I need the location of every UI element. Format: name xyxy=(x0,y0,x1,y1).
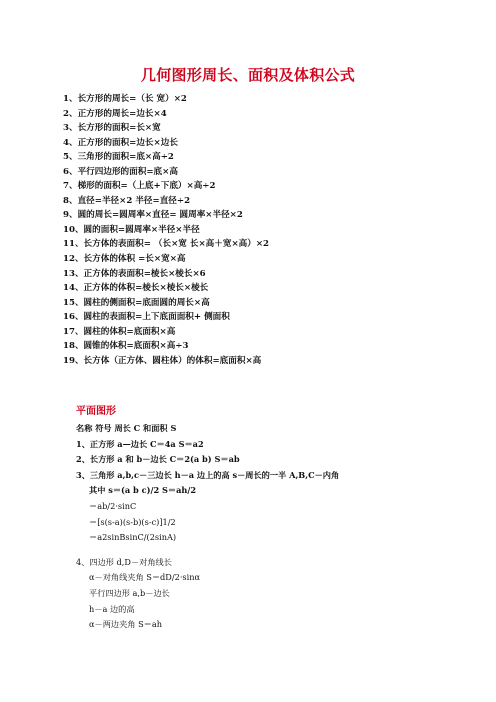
plane-figures-section xyxy=(76,402,339,633)
parallelogram-area: α－两边夹角 S＝ah xyxy=(89,619,163,630)
table-header: 名称 符号 周长 C 和面积 S xyxy=(76,423,177,433)
triangle-formula: 3、三角形 a,b,c－三边长 h－a 边上的高 s－周长的一半 A,B,C－内角 xyxy=(76,469,340,480)
formula-item: 15、圆柱的侧面积=底面圆的周长×高 xyxy=(63,297,210,308)
formula-item: 9、圆的周长=圆周率×直径= 圆周率×半径×2 xyxy=(63,210,243,221)
formula-item: 1、长方形的周长=（长 宽）×2 xyxy=(63,94,187,104)
formula-item: 5、三角形的面积=底×高÷2 xyxy=(63,152,174,163)
formula-item: 4、正方形的面积=边长×边长 xyxy=(63,137,178,148)
formula-item: 13、正方体的表面积=棱长×棱长×6 xyxy=(63,268,206,279)
triangle-area-3: ＝[s(s-a)(s-b)(s-c)]1/2 xyxy=(89,516,176,527)
formula-item: 11、长方体的表面积= （长×宽 长×高＋宽×高）×2 xyxy=(63,239,270,250)
formula-item: 16、圆柱的表面积=上下底面面积+ 侧面积 xyxy=(63,312,230,323)
square-formula: 1、正方形 a—边长 C＝4a S＝a2 xyxy=(76,438,204,449)
spacer xyxy=(76,546,339,555)
formula-item: 8、直径=半径×2 半径=直径÷2 xyxy=(63,195,191,206)
parallelogram-formula: 平行四边形 a,b－边长 xyxy=(89,587,170,598)
formula-item: 17、圆柱的体积=底面积×高 xyxy=(63,326,176,337)
formula-item: 14、正方体的体积=棱长×棱长×棱长 xyxy=(63,283,209,294)
formula-item: 19、长方体（正方体、圆柱体）的体积=底面积×高 xyxy=(63,355,262,366)
formula-item: 7、梯形的面积=（上底+下底）×高÷2 xyxy=(63,181,216,192)
triangle-area-2: ＝ab/2·sinC xyxy=(89,500,137,511)
page-title: 几何图形周长、面积及体积公式 xyxy=(140,66,356,84)
rectangle-formula: 2、长方形 a 和 b－边长 C＝2(a b) S＝ab xyxy=(76,454,240,465)
section-heading: 平面图形 xyxy=(76,406,116,417)
triangle-area-1: 其中 s＝(a b c)/2 S＝ah/2 xyxy=(89,485,197,496)
formula-item: 12、长方体的体积 =长×宽×高 xyxy=(63,254,186,265)
formula-item: 6、平行四边形的面积=底×高 xyxy=(63,166,178,177)
parallelogram-height: h－a 边的高 xyxy=(89,603,135,614)
quadrilateral-formula: 4、四边形 d,D－对角线长 xyxy=(76,556,172,567)
formula-item: 18、圆锥的体积=底面积×高÷3 xyxy=(63,341,189,352)
formula-item: 3、长方形的面积=长×宽 xyxy=(63,123,161,134)
formula-list xyxy=(63,92,269,368)
quadrilateral-area: α－对角线夹角 S＝dD/2·sinα xyxy=(89,572,201,583)
formula-item: 2、正方形的周长=边长×4 xyxy=(63,108,167,119)
formula-item: 10、圆的面积=圆周率×半径×半径 xyxy=(63,224,200,235)
triangle-area-4: ＝a2sinBsinC/(2sinA) xyxy=(89,532,177,543)
